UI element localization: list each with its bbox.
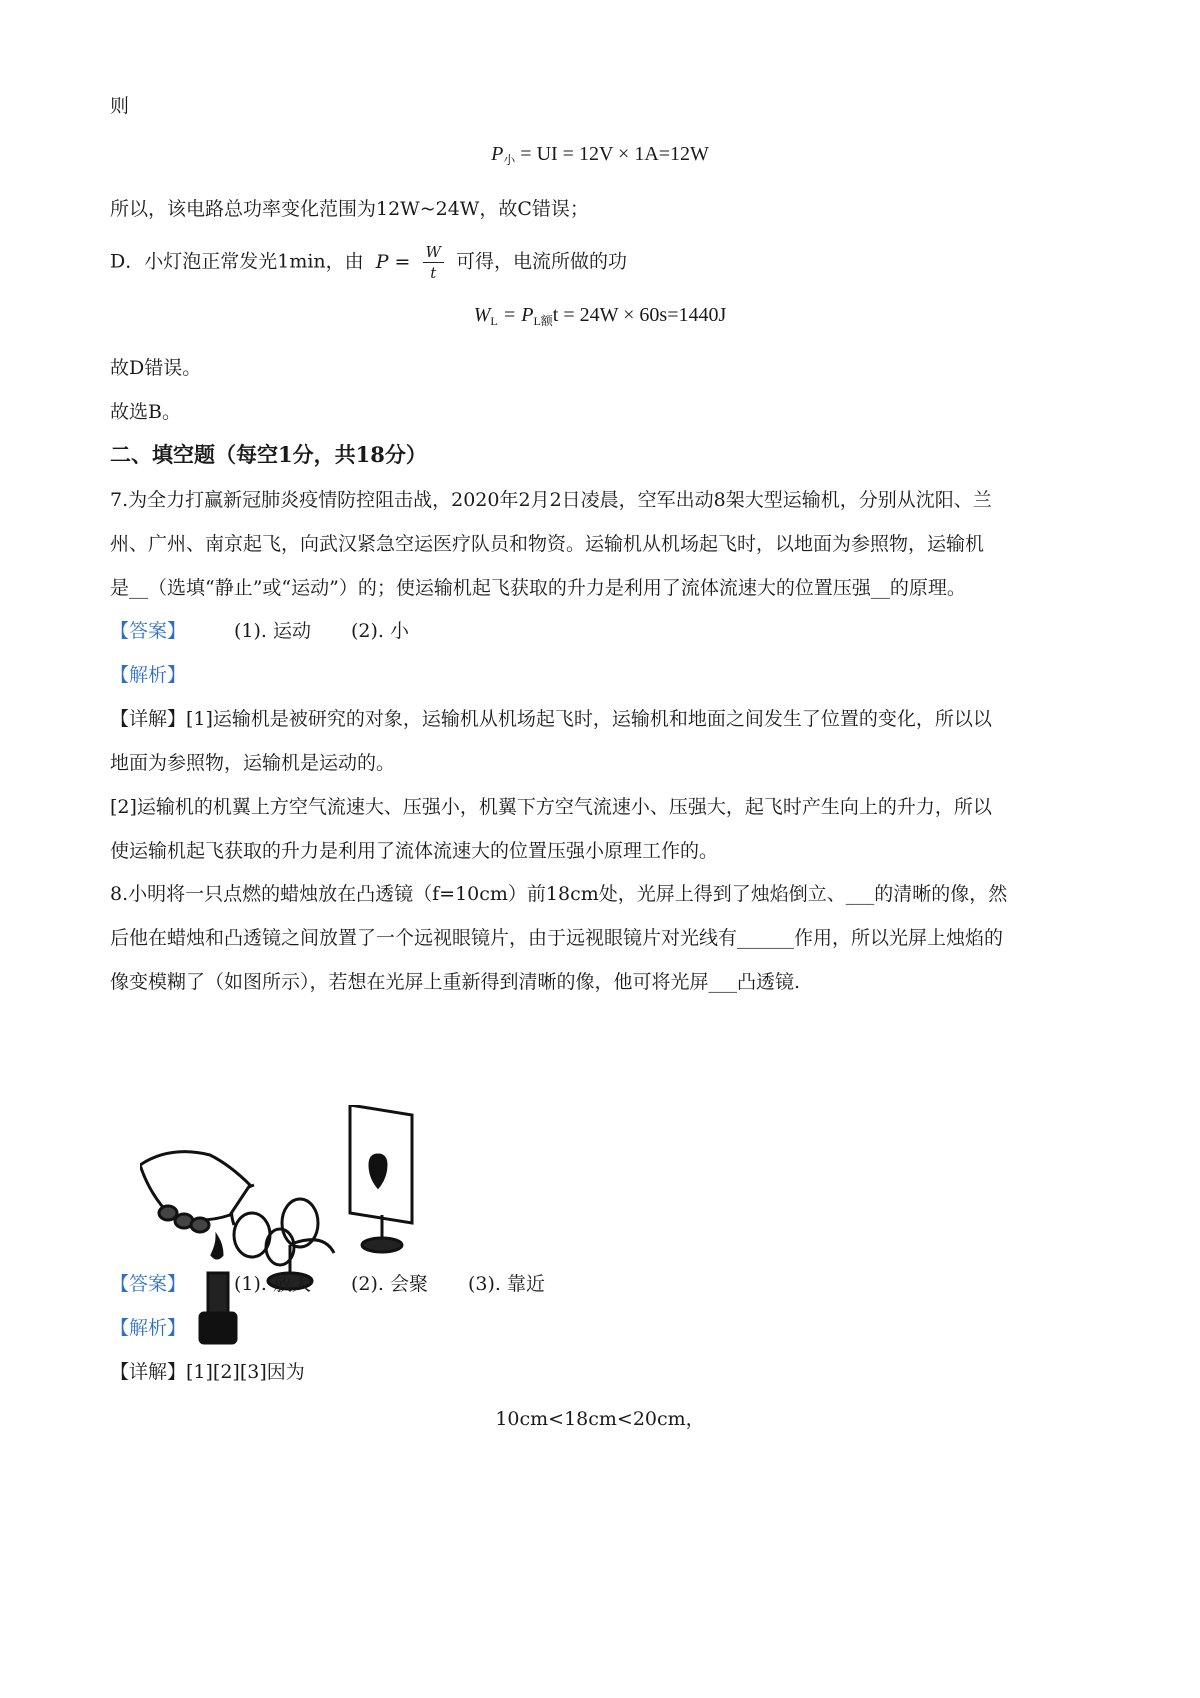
- option-d-text: D．小灯泡正常发光1min，由: [110, 250, 364, 273]
- screen-icon: [350, 1105, 412, 1252]
- eq2-mid: = P: [497, 304, 534, 326]
- fraction-numerator: W: [423, 242, 444, 263]
- equation-p-small: [0, 143, 1200, 168]
- q7-analysis-label: 【解析】: [110, 664, 187, 686]
- q8-answer-3: (3). 靠近: [468, 1273, 546, 1295]
- q7-detail-4: 使运输机起飞获取的升力是利用了流体流速大的位置压强小原理工作的。: [110, 840, 719, 862]
- paragraph-choose-b: 故选B。: [110, 401, 181, 423]
- eq1-rhs: = UI = 12V × 1A=12W: [515, 143, 709, 165]
- q8-analysis-label: 【解析】: [110, 1317, 187, 1339]
- q8-equation: 10cm<18cm<20cm，: [495, 1408, 705, 1430]
- fraction-denominator: t: [430, 264, 437, 282]
- q8-text-2: 后他在蜡烛和凸透镜之间放置了一个远视眼镜片，由于远视眼镜片对光线有______作用，所以光屏上烛焰的: [110, 927, 1004, 949]
- eq2-mid-sub: L额: [533, 314, 553, 328]
- q7-detail-3: [2]运输机的机翼上方空气流速大、压强小，机翼下方空气流速小、压强大，起飞时产生向上的升力，所以: [110, 796, 992, 818]
- q8-detail-1: 【详解】[1][2][3]因为: [110, 1361, 305, 1383]
- eq2-lhs: W: [473, 304, 491, 326]
- section-heading: 二、填空题（每空1分，共18分）: [110, 442, 427, 467]
- q7-answer: [110, 619, 409, 643]
- q7-answer-2: (2). 小: [351, 620, 410, 642]
- q8-answer-1: (1). 放大: [234, 1273, 312, 1295]
- lens-experiment-figure: [140, 1105, 460, 1365]
- option-d-text-2: 可得，电流所做的功: [455, 250, 627, 273]
- q7-text-2: 州、广州、南京起飞，向武汉紧急空运医疗队员和物资。运输机从机场起飞时，以地面为参照物，运输机: [110, 533, 985, 555]
- q8-answer-2: (2). 会聚: [351, 1273, 429, 1295]
- fraction-w-over-t: [423, 242, 444, 283]
- paragraph-option-d: [110, 242, 627, 283]
- q7-answer-label: 【答案】: [110, 620, 187, 642]
- equation-work: [0, 304, 1200, 329]
- candle-flame: [212, 1237, 222, 1258]
- q8-answer-label: 【答案】: [110, 1273, 187, 1295]
- paragraph-power-range: 所以，该电路总功率变化范围为12W~24W，故C错误；: [110, 198, 589, 220]
- q8-answer: [110, 1272, 545, 1296]
- eq2-lhs-sub: L: [490, 314, 498, 328]
- q8-text-3: 像变模糊了（如图所示），若想在光屏上重新得到清晰的像，他可将光屏___凸透镜.: [110, 971, 801, 993]
- q7-text-1: 7.为全力打赢新冠肺炎疫情防控阻击战，2020年2月2日凌晨，空军出动8架大型运输机，分别从沈阳、兰: [110, 489, 992, 511]
- eq1-sub: 小: [503, 153, 516, 167]
- hand: [140, 1152, 250, 1220]
- q7-detail-2: 地面为参照物，运输机是运动的。: [110, 752, 396, 774]
- q8-text-1: 8.小明将一只点燃的蜡烛放在凸透镜（f=10cm）前18cm处，光屏上得到了烛焰倒立、___的清晰的像，然: [110, 883, 1008, 905]
- screen-base: [362, 1238, 402, 1252]
- eq1-lhs: P: [491, 143, 504, 165]
- formula-p: P =: [375, 250, 411, 273]
- glasses-lens-left: [234, 1213, 270, 1257]
- q7-text-3: 是__（选填“静止”或“运动”）的；使运输机起飞获取的升力是利用了流体流速大的位置压强__的原理。: [110, 577, 966, 599]
- q7-answer-1: (1). 运动: [234, 620, 312, 642]
- q7-detail-1: 【详解】[1]运输机是被研究的对象，运输机从机场起飞时，运输机和地面之间发生了位置的变化，所以以: [110, 708, 992, 730]
- paragraph-ze: 则: [110, 95, 130, 117]
- eq2-rhs: t = 24W × 60s=1440J: [552, 304, 727, 326]
- paragraph-d-wrong: 故D错误。: [110, 357, 202, 379]
- candle-holder: [200, 1313, 236, 1343]
